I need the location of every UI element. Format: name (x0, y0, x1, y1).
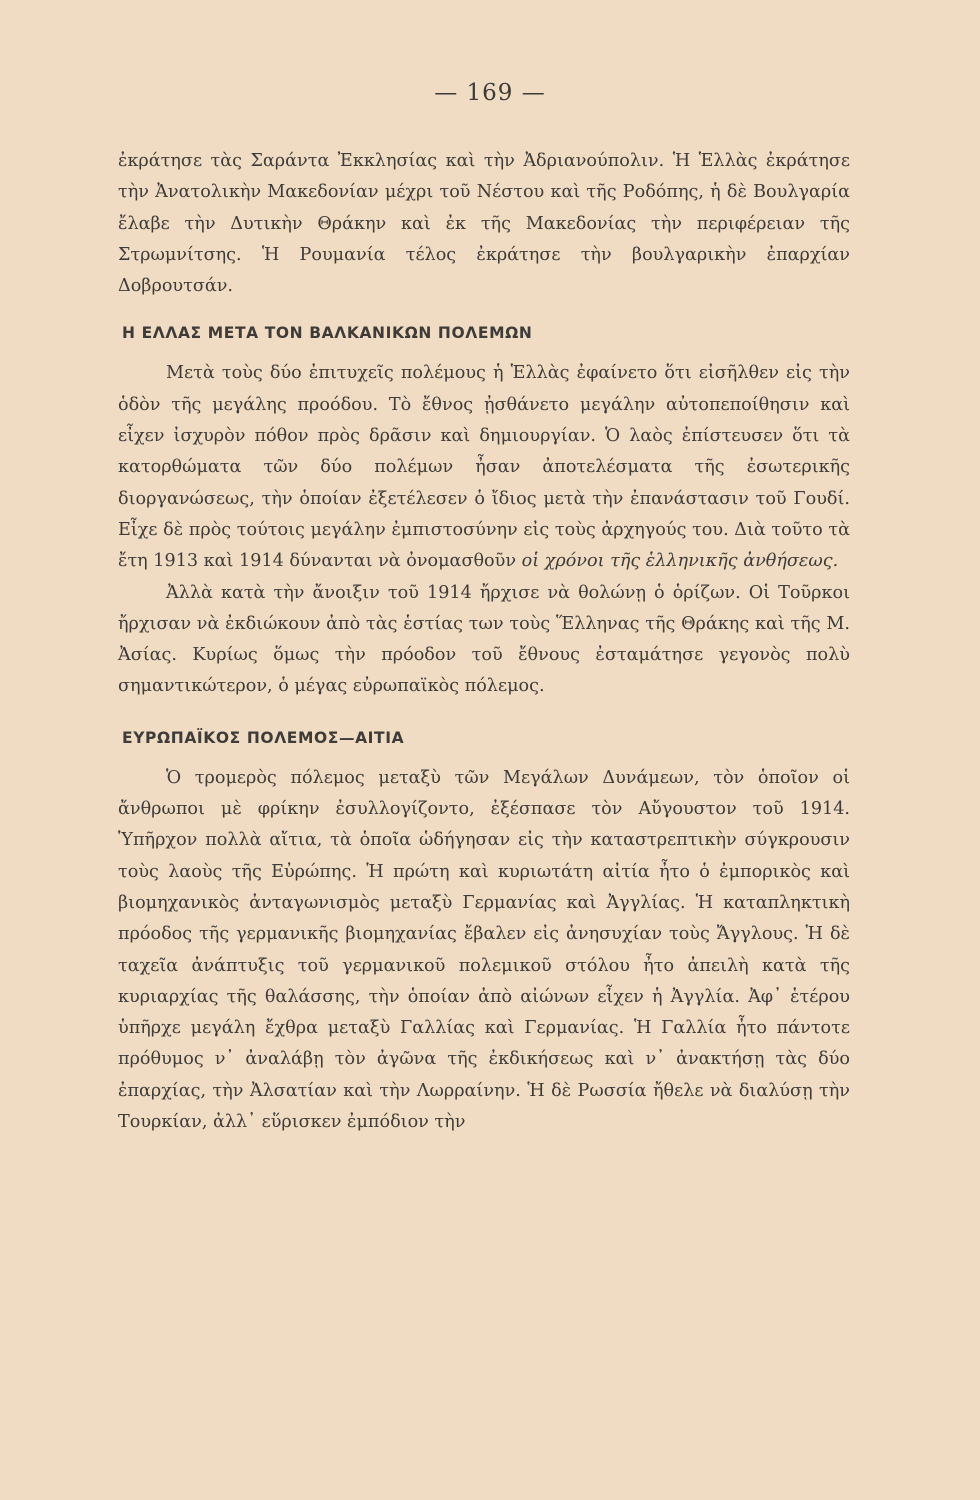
page-number: — 169 — (434, 80, 546, 106)
section-heading-greece-after-wars: Η ΕΛΛΑΣ ΜΕΤΑ ΤΟΝ ΒΑΛΚΑΝΙΚΩΝ ΠΟΛΕΜΩΝ (122, 324, 533, 343)
paragraph-continuation: ἐκράτησε τὰς Σαράντα Ἐκκλησίας καὶ τὴν Ἀδριανούπολιν. Ἡ Ἑλλὰς ἐκράτησε τὴν Ἀνατολικὴν Μακεδονίαν μέχρι τοῦ Νέστου καὶ τῆς Ροδόπης, ἡ δὲ Βουλγαρία ἔλαβε τὴν Δυτικὴν Θράκην καὶ ἐκ τῆς Μακεδονίας τὴν περιφέρειαν τῆς Στρωμνίτσης. Ἡ Ρουμανία τέλος ἐκράτησε τὴν βουλγαρικὴν ἐπαρχίαν Δοβρουτσάν. (118, 151, 850, 297)
italic-phrase: οἱ χρόνοι τῆς ἑλληνικῆς ἀνθήσεως. (521, 551, 839, 572)
paragraph-war-causes: Ὁ τρομερὸς πόλεμος μεταξὺ τῶν Μεγάλων Δυνάμεων, τὸν ὁποῖον οἱ ἄνθρωποι μὲ φρίκην ἐσυλλογίζοντο, ἐξέσπασε τὸν Αὔγουστον τοῦ 1914. Ὑπῆρχον πολλὰ αἴτια, τὰ ὁποῖα ὡδήγησαν εἰς τὴν καταστρεπτικὴν σύγκρουσιν τοὺς λαοὺς τῆς Εὐρώπης. Ἡ πρώτη καὶ κυριωτάτη αἰτία ἦτο ὁ ἐμπορικὸς καὶ βιομηχανικὸς ἀνταγωνισμὸς μεταξὺ Γερμανίας καὶ Ἀγγλίας. Ἡ καταπληκτικὴ πρόοδος τῆς γερμανικῆς βιομηχανίας ἔβαλεν εἰς ἀνησυχίαν τοὺς Ἄγγλους. Ἡ δὲ ταχεῖα ἀνάπτυξις τοῦ γερμανικοῦ πολεμικοῦ στόλου ἦτο ἀπειλὴ κατὰ τῆς κυριαρχίας τῆς θαλάσσης, τὴν ὁποίαν ἀπὸ αἰώνων εἶχεν ἡ Ἀγγλία. Ἀφ᾽ ἑτέρου ὑπῆρχε μεγάλη ἔχθρα μεταξὺ Γαλλίας καὶ Γερμανίας. Ἡ Γαλλία ἦτο πάντοτε πρόθυμος ν᾽ ἀναλάβῃ τὸν ἀγῶνα τῆς ἐκδικήσεως καὶ ν᾽ ἀνακτήσῃ τὰς δύο ἐπαρχίας, τὴν Ἀλσατίαν καὶ τὴν Λωρραίνην. Ἡ δὲ Ρωσσία ἤθελε νὰ διαλύσῃ τὴν Τουρκίαν, ἀλλ᾽ εὕρισκεν ἐμπόδιον τὴν (118, 767, 850, 1133)
section-heading-european-war-causes: ΕΥΡΩΠΑΪΚΟΣ ΠΟΛΕΜΟΣ—ΑΙΤΙΑ (122, 728, 405, 747)
paragraph-greece-progress-text: Μετὰ τοὺς δύο ἐπιτυχεῖς πολέμους ἡ Ἑλλὰς ἐφαίνετο ὅτι εἰσῆλθεν εἰς τὴν ὁδὸν τῆς μεγάλης προόδου. Τὸ ἔθνος ᾐσθάνετο μεγάλην αὐτοπεποίθησιν καὶ εἶχεν ἰσχυρὸν πόθον πρὸς δρᾶσιν καὶ δημιουργίαν. Ὁ λαὸς ἐπίστευσεν ὅτι τὰ κατορθώματα τῶν δύο πολέμων ἦσαν ἀποτελέσματα τῆς ἐσωτερικῆς διοργανώσεως, τὴν ὁποίαν ἐξετέλεσεν ὁ ἴδιος μετὰ τὴν ἐπανάστασιν τοῦ Γουδί. Εἶχε δὲ πρὸς τούτοις μεγάλην ἐμπιστοσύνην εἰς τοὺς ἀρχηγούς του. Διὰ τοῦτο τὰ ἔτη 1913 καὶ 1914 δύνανται νὰ ὀνομασθοῦν (118, 363, 850, 572)
paragraph-spring-1914: Ἀλλὰ κατὰ τὴν ἄνοιξιν τοῦ 1914 ἤρχισε νὰ θολώνῃ ὁ ὁρίζων. Οἱ Τοῦρκοι ἤρχισαν νὰ ἐκδιώκουν ἀπὸ τὰς ἑστίας των τοὺς Ἕλληνας τῆς Θράκης καὶ τῆς Μ. Ἀσίας. Κυρίως ὅμως τὴν πρόοδον τοῦ ἔθνους ἐσταμάτησε γεγονὸς πολὺ σημαντικώτερον, ὁ μέγας εὐρωπαϊκὸς πόλεμος. (118, 582, 850, 697)
paragraph-greece-progress (118, 358, 850, 577)
